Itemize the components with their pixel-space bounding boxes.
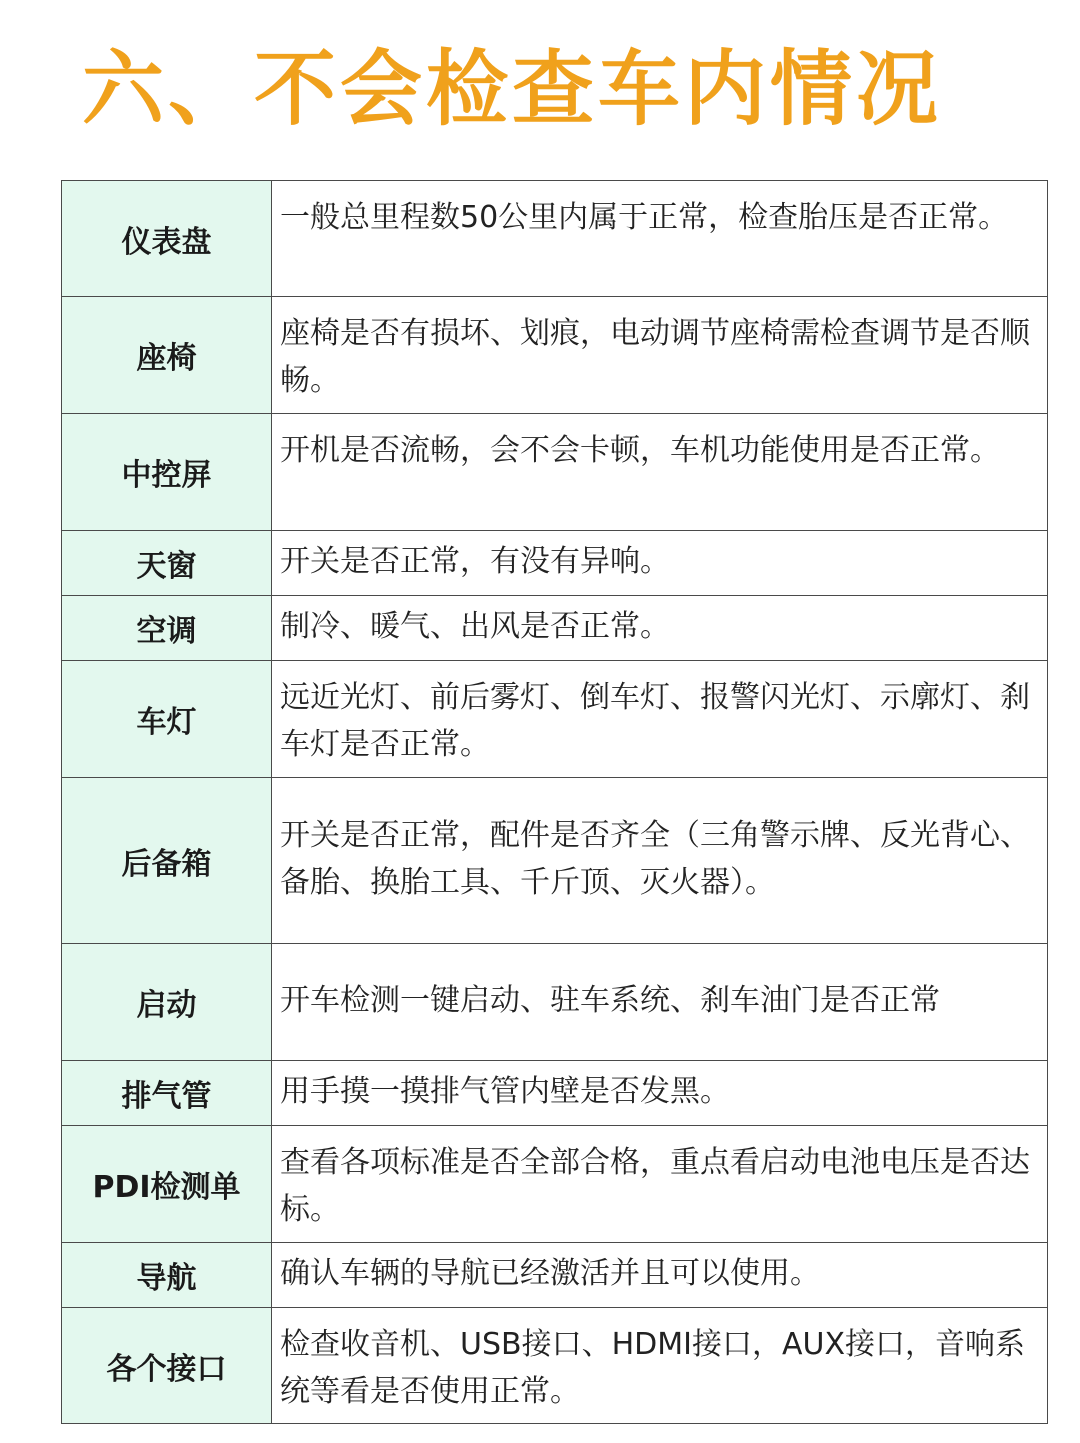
table-row <box>62 297 1048 414</box>
table-row <box>62 1061 1048 1126</box>
item-name: 座椅 <box>62 297 272 414</box>
item-description: 确认车辆的导航已经激活并且可以使用。 <box>272 1243 1048 1308</box>
page-title: 六、不会检查车内情况 <box>82 42 943 137</box>
item-description: 座椅是否有损坏、划痕，电动调节座椅需检查调节是否顺畅。 <box>272 297 1048 414</box>
item-name: PDI检测单 <box>62 1126 272 1243</box>
item-description: 检查收音机、USB接口、HDMI接口，AUX接口，音响系统等看是否使用正常。 <box>272 1308 1048 1424</box>
table-row <box>62 778 1048 944</box>
item-description: 开车检测一键启动、驻车系统、刹车油门是否正常 <box>272 944 1048 1061</box>
table-row <box>62 181 1048 297</box>
item-description: 用手摸一摸排气管内壁是否发黑。 <box>272 1061 1048 1126</box>
item-name: 后备箱 <box>62 778 272 944</box>
table-row <box>62 661 1048 778</box>
item-name: 排气管 <box>62 1061 272 1126</box>
item-description: 开关是否正常，有没有异响。 <box>272 531 1048 596</box>
item-name: 天窗 <box>62 531 272 596</box>
item-description: 远近光灯、前后雾灯、倒车灯、报警闪光灯、示廓灯、刹车灯是否正常。 <box>272 661 1048 778</box>
item-description: 开机是否流畅，会不会卡顿，车机功能使用是否正常。 <box>272 414 1048 531</box>
item-description: 查看各项标准是否全部合格，重点看启动电池电压是否达标。 <box>272 1126 1048 1243</box>
item-name: 导航 <box>62 1243 272 1308</box>
table-row <box>62 531 1048 596</box>
item-name: 各个接口 <box>62 1308 272 1424</box>
item-name: 车灯 <box>62 661 272 778</box>
inspection-table <box>61 180 1048 1424</box>
item-name: 中控屏 <box>62 414 272 531</box>
item-name: 启动 <box>62 944 272 1061</box>
item-name: 空调 <box>62 596 272 661</box>
table-row <box>62 596 1048 661</box>
table-row <box>62 944 1048 1061</box>
table-row <box>62 1126 1048 1243</box>
table-row <box>62 414 1048 531</box>
table-row <box>62 1308 1048 1424</box>
table-row <box>62 1243 1048 1308</box>
item-description: 开关是否正常，配件是否齐全（三角警示牌、反光背心、备胎、换胎工具、千斤顶、灭火器）。 <box>272 778 1048 944</box>
item-description: 一般总里程数50公里内属于正常，检查胎压是否正常。 <box>272 181 1048 297</box>
item-name: 仪表盘 <box>62 181 272 297</box>
item-description: 制冷、暖气、出风是否正常。 <box>272 596 1048 661</box>
